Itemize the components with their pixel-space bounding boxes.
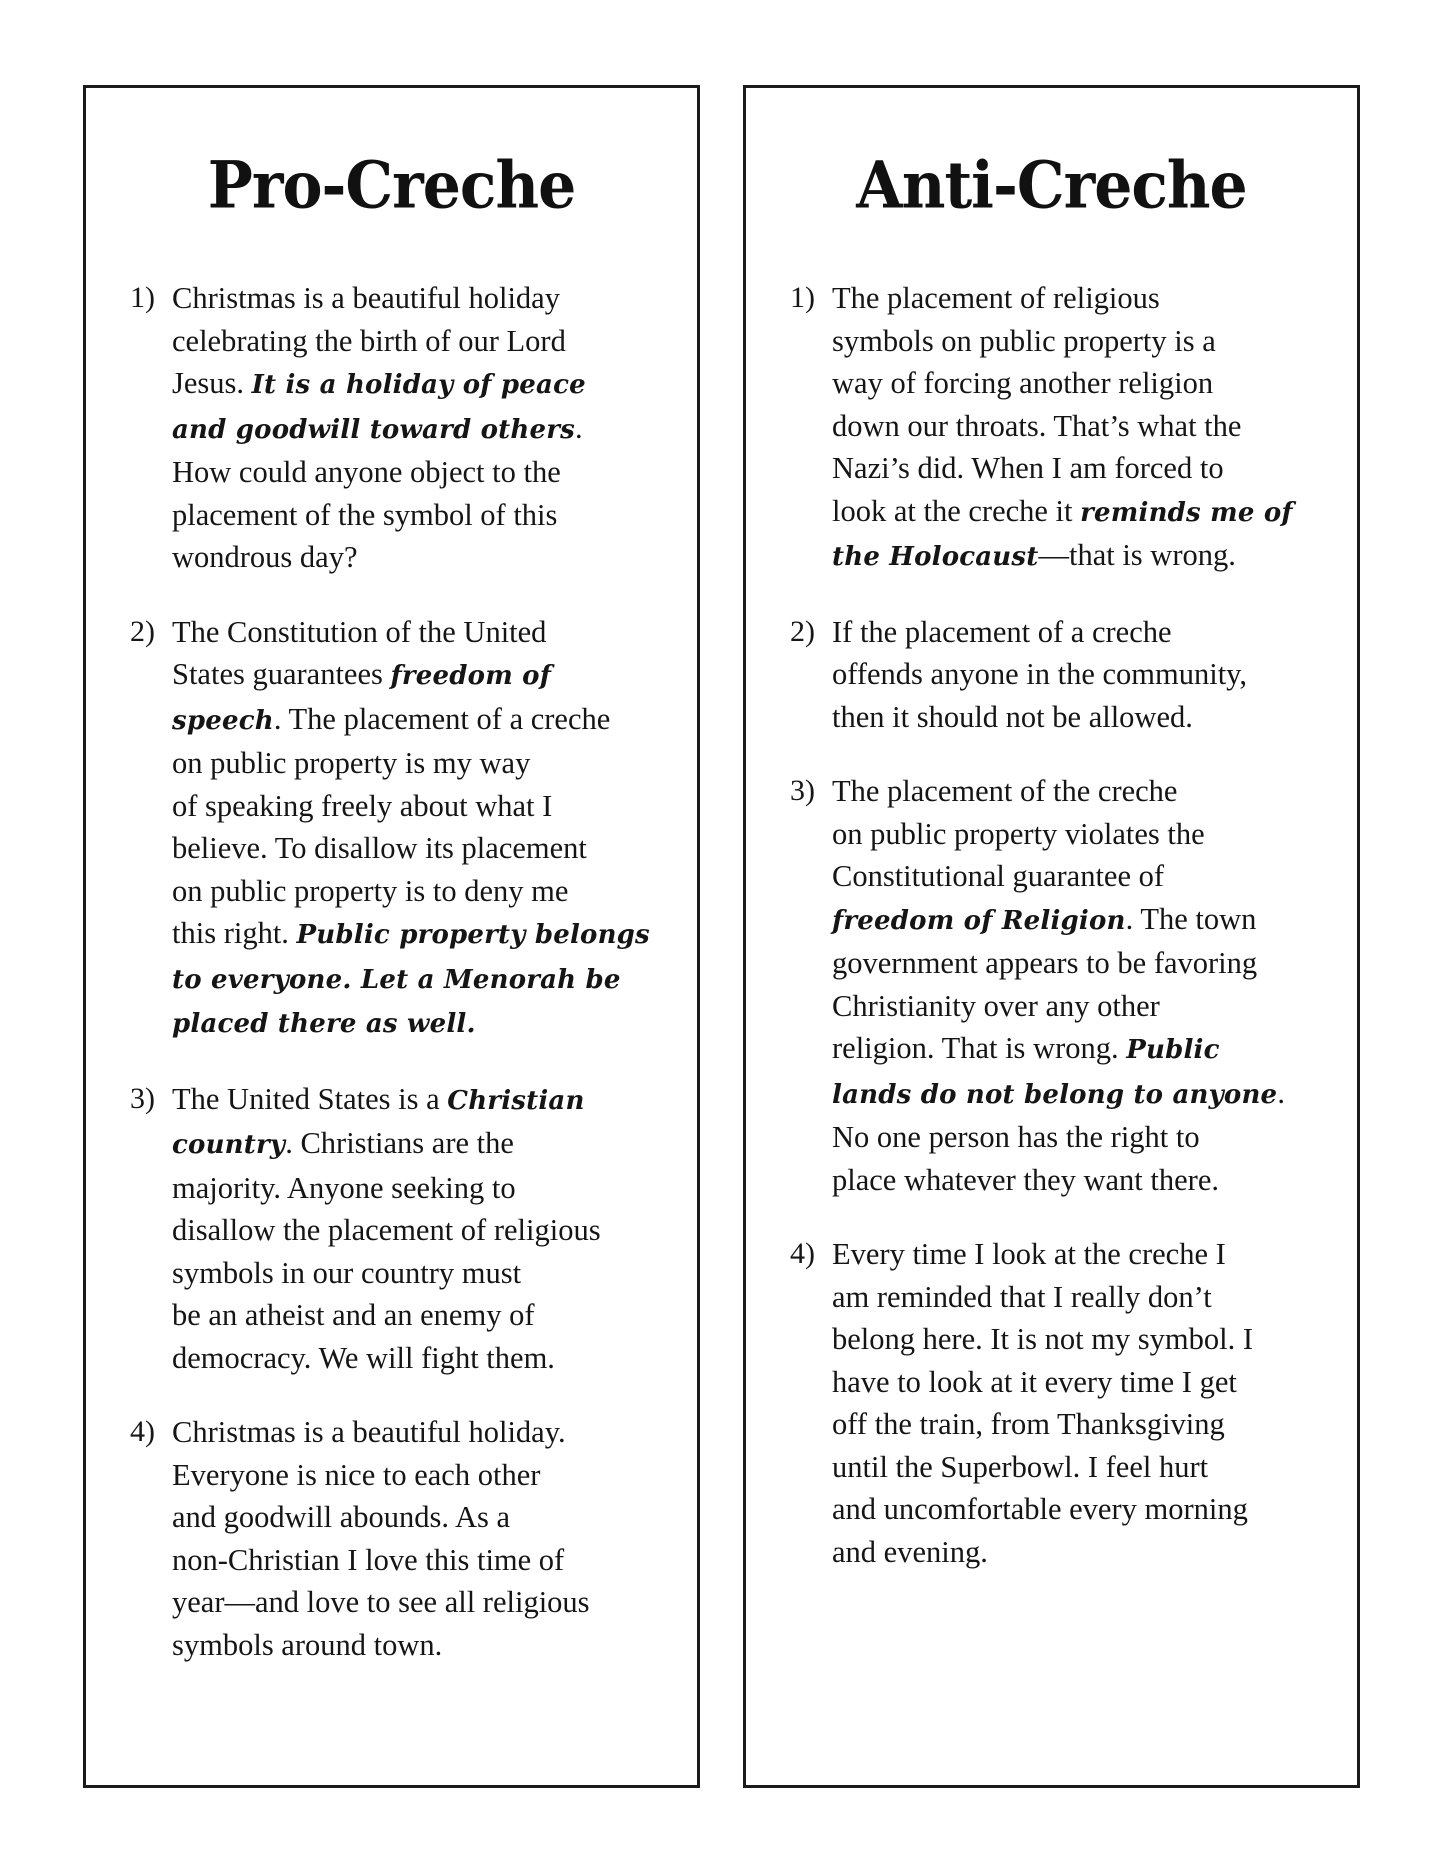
- text-line: [172, 1167, 697, 1210]
- text-run: How could anyone object to the: [172, 455, 561, 489]
- text-line: [172, 1454, 697, 1497]
- text-run: offends anyone in the community,: [832, 657, 1248, 691]
- pro-creche-panel: [83, 85, 700, 1788]
- text-line: [172, 957, 697, 1002]
- emphasized-text: reminds me of: [1080, 497, 1293, 528]
- text-run: Christianity over any other: [832, 988, 1160, 1023]
- argument-list: [746, 277, 1357, 1605]
- argument-number: 1): [130, 281, 155, 314]
- text-line: [172, 362, 697, 407]
- argument-number: 4): [790, 1237, 815, 1270]
- text-run: . Christians are the: [285, 1126, 514, 1160]
- text-line: [832, 1159, 1357, 1202]
- text-line: [832, 1361, 1357, 1404]
- emphasized-text: Public: [1126, 1035, 1220, 1065]
- text-line: [832, 1446, 1357, 1489]
- argument-text: [172, 277, 697, 579]
- text-line: [832, 770, 1357, 813]
- emphasized-text: country: [172, 1130, 286, 1160]
- text-line: [172, 1252, 697, 1295]
- argument-text: [172, 1078, 697, 1380]
- text-line: [172, 698, 697, 743]
- emphasized-text: freedom of Religion: [832, 905, 1126, 936]
- argument-number: 3): [790, 774, 815, 807]
- text-line: [832, 320, 1357, 363]
- text-run: on public property is to deny me: [172, 873, 569, 908]
- text-run: be an atheist and an enemy of: [172, 1298, 535, 1332]
- text-run: States guarantees: [172, 657, 391, 691]
- text-run: am reminded that I really don’t: [832, 1279, 1212, 1314]
- text-line: [172, 1337, 697, 1380]
- text-run: No one person has the right to: [832, 1120, 1200, 1154]
- text-line: [832, 490, 1357, 535]
- emphasized-text: placed there as well.: [172, 1009, 476, 1039]
- argument-number: 1): [790, 281, 815, 314]
- text-line: [832, 405, 1357, 448]
- text-run: and evening.: [832, 1534, 988, 1569]
- text-line: [832, 611, 1357, 654]
- text-line: [832, 942, 1357, 985]
- text-line: [832, 1318, 1357, 1361]
- text-run: The placement of the creche: [832, 774, 1178, 808]
- emphasized-text: Public property belongs: [296, 920, 650, 950]
- text-run: and uncomfortable every morning: [832, 1492, 1248, 1526]
- argument-text: [172, 1411, 697, 1666]
- text-run: on public property violates the: [832, 816, 1205, 851]
- text-run: .: [1277, 1075, 1285, 1110]
- text-line: [172, 1078, 697, 1123]
- text-run: wondrous day?: [172, 540, 358, 574]
- text-line: [172, 1624, 697, 1667]
- argument-text: [832, 1233, 1357, 1573]
- text-run: . The town: [1125, 901, 1257, 936]
- text-line: [832, 1403, 1357, 1446]
- text-line: [172, 1122, 697, 1167]
- text-run: Every time I look at the creche I: [832, 1237, 1226, 1271]
- text-run: Christmas is a beautiful holiday.: [172, 1415, 566, 1449]
- text-run: year—and love to see all religious: [172, 1585, 590, 1619]
- text-run: symbols on public property is a: [832, 323, 1216, 358]
- emphasized-text: the Holocaust: [832, 542, 1039, 572]
- text-run: then it should not be allowed.: [832, 699, 1193, 734]
- text-line: [832, 898, 1357, 943]
- text-line: [172, 742, 697, 785]
- text-run: down our throats. That’s what the: [832, 408, 1242, 443]
- text-run: until the Superbowl. I feel hurt: [832, 1449, 1209, 1484]
- text-line: [172, 1496, 697, 1539]
- argument-text: [172, 611, 697, 1046]
- text-line: [832, 1116, 1357, 1159]
- text-line: [832, 447, 1357, 490]
- emphasized-text: Christian: [447, 1085, 585, 1116]
- emphasized-text: to everyone. Let a Menorah be: [172, 964, 621, 995]
- argument-text: [832, 611, 1357, 739]
- text-run: look at the creche it: [832, 493, 1081, 528]
- text-line: [832, 1531, 1357, 1574]
- text-line: [832, 985, 1357, 1028]
- panel-title: Anti-Creche: [856, 148, 1247, 224]
- text-line: [832, 1276, 1357, 1319]
- argument-text: [832, 770, 1357, 1201]
- anti-creche-panel: [743, 85, 1360, 1788]
- text-line: [172, 1411, 697, 1454]
- text-run: government appears to be favoring: [832, 946, 1258, 980]
- panel-title: Pro-Creche: [207, 148, 576, 224]
- text-run: on public property is my way: [172, 746, 531, 780]
- text-line: [172, 277, 697, 320]
- argument-item: [86, 1411, 697, 1666]
- text-run: democracy. We will fight them.: [172, 1340, 555, 1375]
- argument-item: [746, 611, 1357, 739]
- argument-number: 2): [130, 614, 155, 648]
- text-run: Christmas is a beautiful holiday: [172, 281, 560, 315]
- argument-item: [86, 277, 697, 579]
- emphasized-text: freedom of: [390, 661, 552, 691]
- argument-text: [832, 277, 1357, 579]
- text-line: [172, 1209, 697, 1252]
- text-run: this right.: [172, 916, 297, 950]
- text-run: symbols around town.: [172, 1627, 443, 1662]
- text-run: Everyone is nice to each other: [172, 1457, 541, 1492]
- text-run: symbols in our country must: [172, 1255, 522, 1290]
- text-run: way of forcing another religion: [832, 366, 1214, 400]
- emphasized-text: lands do not belong to anyone: [832, 1079, 1278, 1110]
- text-line: [832, 1072, 1357, 1117]
- text-line: [172, 451, 697, 494]
- argument-item: [746, 770, 1357, 1201]
- text-run: believe. To disallow its placement: [172, 831, 587, 865]
- text-line: [172, 611, 697, 654]
- text-run: .: [574, 410, 583, 445]
- text-run: non-Christian I love this time of: [172, 1542, 565, 1577]
- text-run: Constitutional guarantee of: [832, 859, 1165, 893]
- text-line: [832, 653, 1357, 696]
- text-run: The United States is a: [172, 1081, 448, 1116]
- text-line: [172, 785, 697, 828]
- text-run: and goodwill abounds. As a: [172, 1500, 511, 1534]
- argument-item: [746, 1233, 1357, 1573]
- text-line: [832, 855, 1357, 898]
- argument-item: [86, 1078, 697, 1380]
- text-line: [172, 653, 697, 698]
- text-line: [172, 912, 697, 957]
- text-run: The Constitution of the United: [172, 614, 547, 649]
- text-run: celebrating the birth of our Lord: [172, 323, 566, 358]
- text-run: The placement of religious: [832, 281, 1160, 315]
- text-line: [172, 870, 697, 913]
- argument-number: 3): [130, 1081, 155, 1115]
- text-run: belong here. It is not my symbol. I: [832, 1322, 1254, 1356]
- text-line: [832, 1233, 1357, 1276]
- text-line: [832, 277, 1357, 320]
- text-run: placement of the symbol of this: [172, 497, 558, 532]
- text-line: [832, 534, 1357, 579]
- emphasized-text: and goodwill toward others: [172, 414, 575, 445]
- emphasized-text: It is a holiday of peace: [251, 370, 586, 400]
- emphasized-text: speech: [172, 705, 274, 736]
- text-line: [172, 827, 697, 870]
- text-line: [832, 1027, 1357, 1072]
- text-run: off the train, from Thanksgiving: [832, 1407, 1225, 1441]
- text-run: of speaking freely about what I: [172, 788, 553, 823]
- text-run: disallow the placement of religious: [172, 1213, 601, 1247]
- argument-item: [86, 611, 697, 1046]
- text-line: [172, 1294, 697, 1337]
- text-run: majority. Anyone seeking to: [172, 1170, 516, 1205]
- text-run: If the placement of a creche: [832, 614, 1172, 649]
- text-line: [172, 1001, 697, 1046]
- text-line: [832, 696, 1357, 739]
- text-run: —that is wrong.: [1038, 538, 1236, 572]
- text-line: [172, 1581, 697, 1624]
- argument-list: [86, 277, 697, 1698]
- text-line: [172, 407, 697, 452]
- text-run: religion. That is wrong.: [832, 1031, 1127, 1065]
- argument-number: 2): [790, 614, 815, 648]
- text-line: [172, 1539, 697, 1582]
- text-run: . The placement of a creche: [273, 701, 611, 736]
- text-run: Jesus.: [172, 366, 252, 400]
- argument-item: [746, 277, 1357, 579]
- text-line: [172, 536, 697, 579]
- text-line: [832, 362, 1357, 405]
- argument-number: 4): [130, 1415, 155, 1448]
- text-line: [172, 320, 697, 363]
- text-line: [832, 813, 1357, 856]
- text-line: [172, 494, 697, 537]
- text-run: have to look at it every time I get: [832, 1364, 1237, 1399]
- text-line: [832, 1488, 1357, 1531]
- text-run: Nazi’s did. When I am forced to: [832, 451, 1224, 485]
- text-run: place whatever they want there.: [832, 1162, 1219, 1197]
